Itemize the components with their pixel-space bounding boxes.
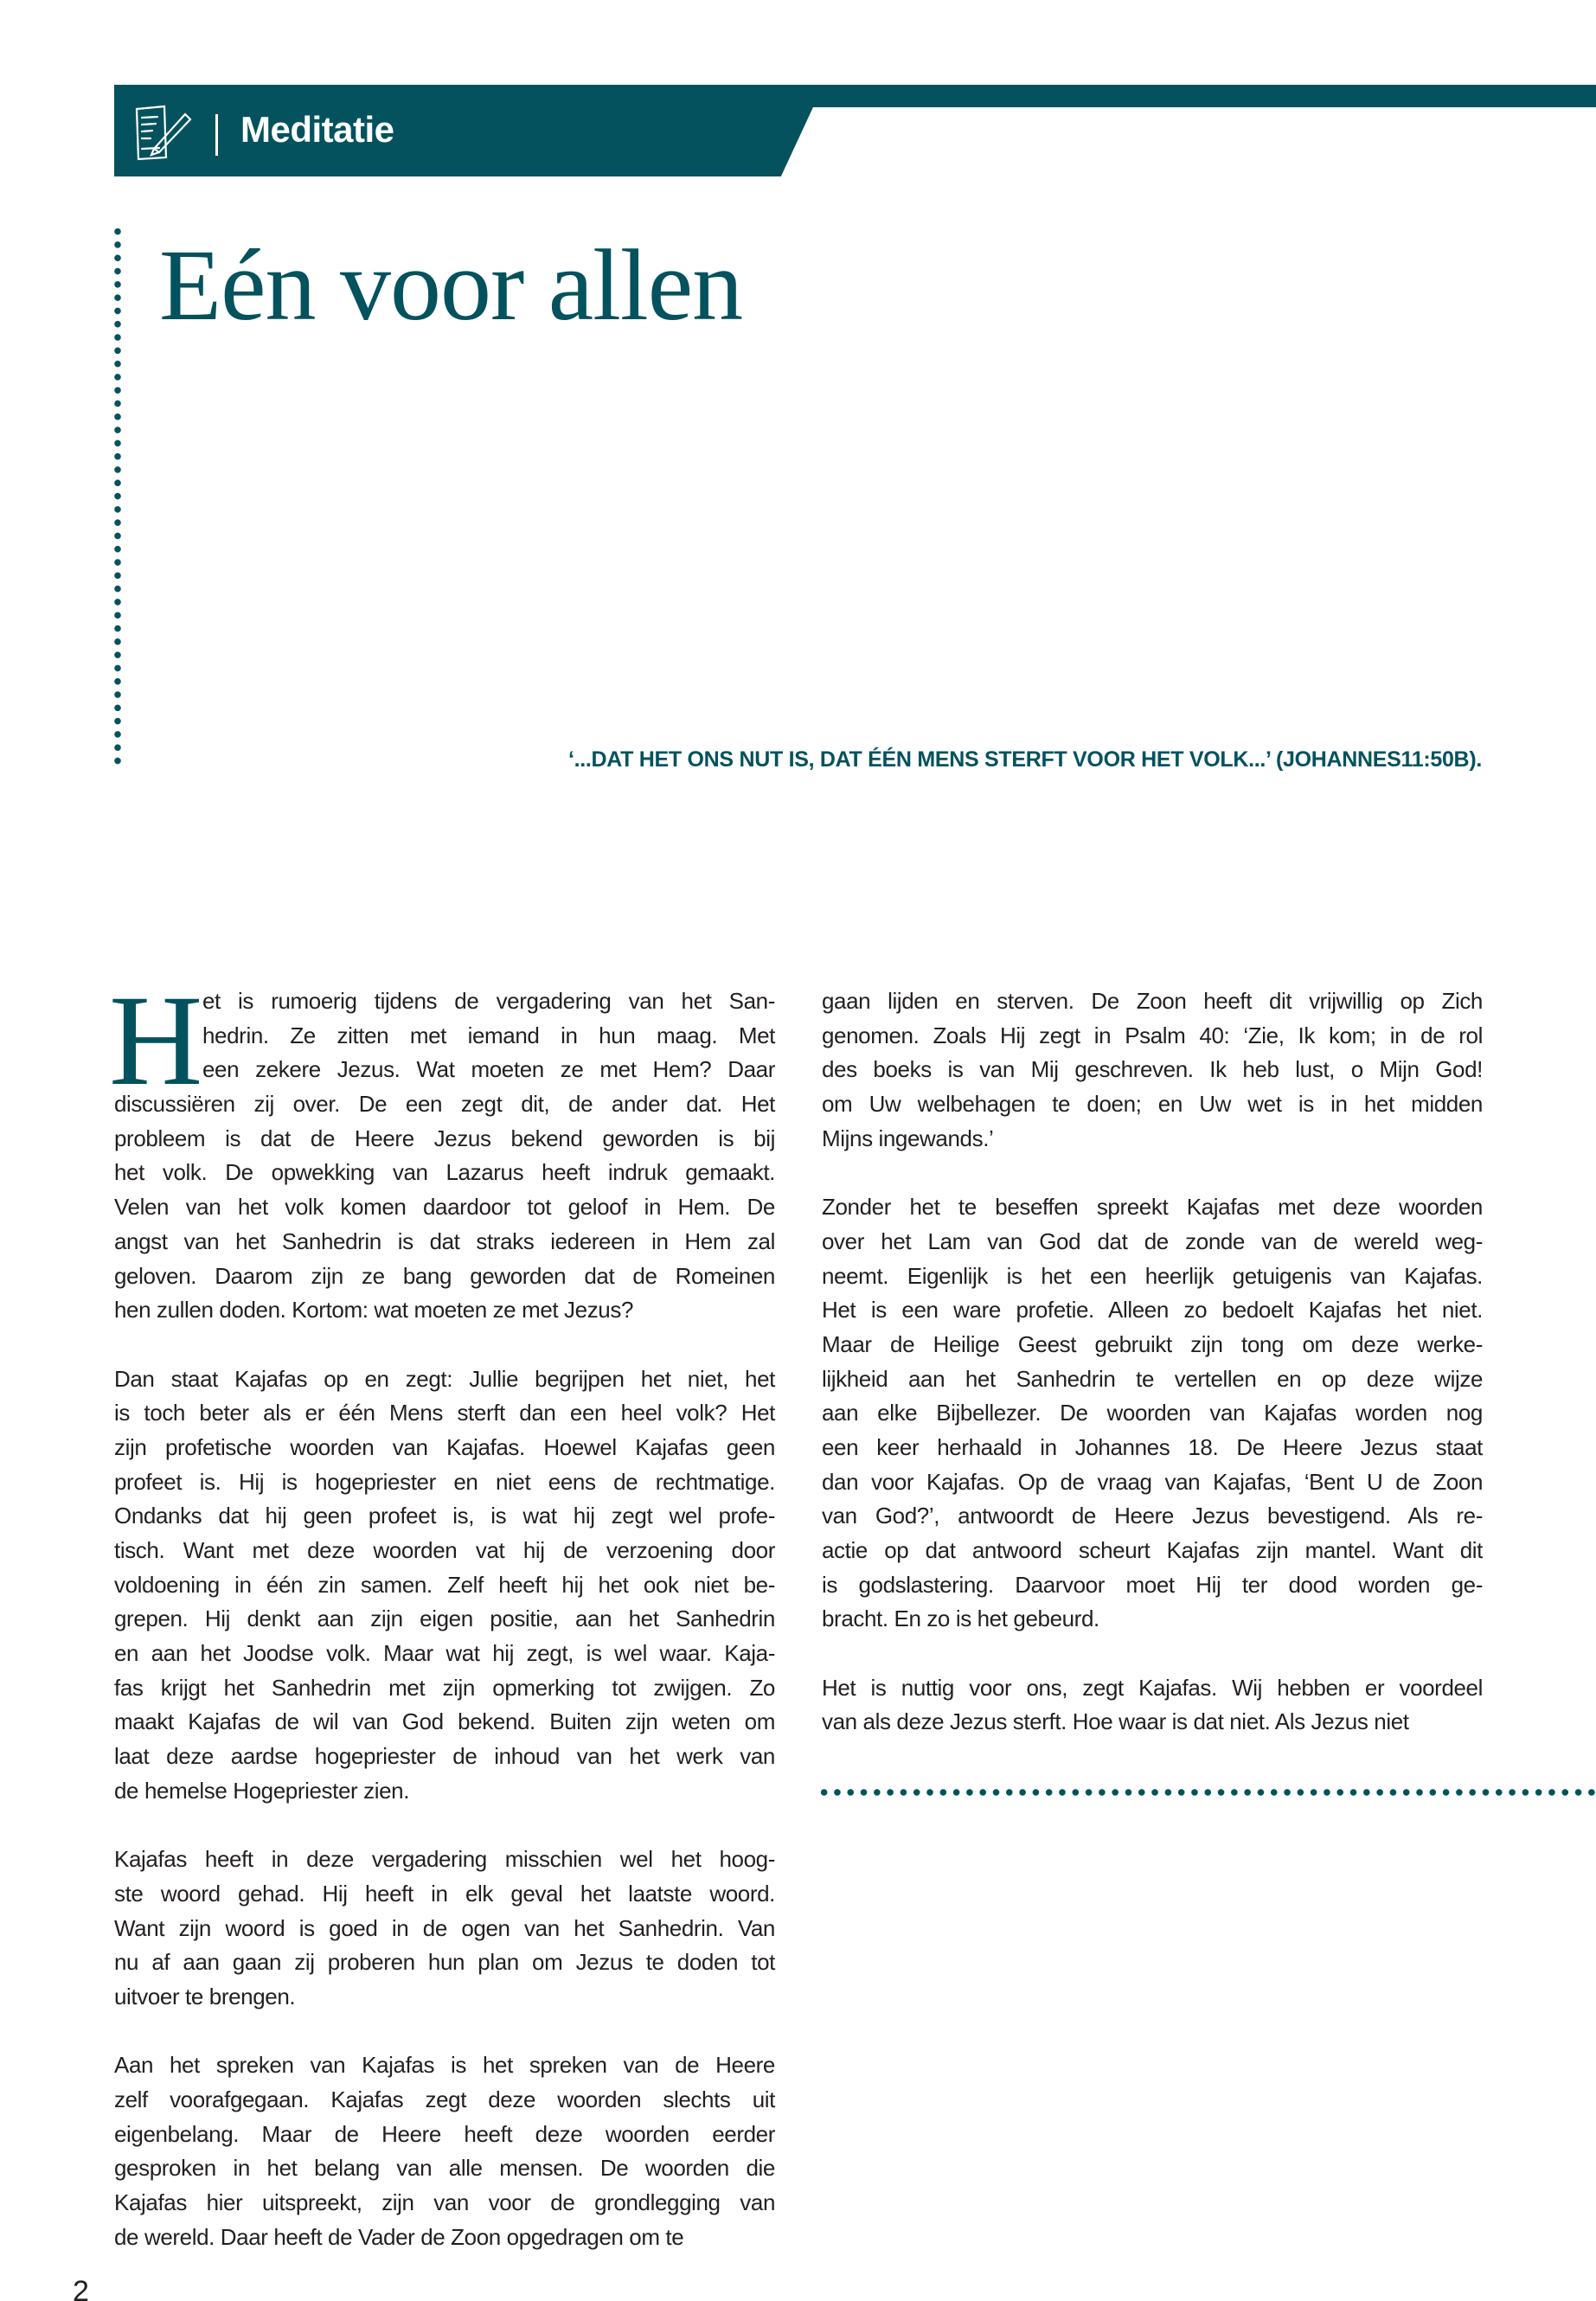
text-line: de hemelse Hogepriester zien. (114, 1777, 410, 1804)
text-line: grepen. Hij denkt aan zijn eigen positie, aan het Sanhedrin (114, 1606, 775, 1632)
text-line: Kajafas hier uitspreekt, zijn van voor de grondlegging van (114, 2189, 775, 2216)
text-line: zijn profetische woorden van Kajafas. Hoewel Kajafas geen (114, 1433, 775, 1460)
text-line: ste woord gehad. Hij heeft in elk geval het laatste woord. (114, 1880, 775, 1907)
paragraph-gap (114, 2015, 775, 2049)
text-line: fas krijgt het Sanhedrin met zijn opmerking tot zwijgen. Zo (114, 1674, 775, 1701)
text-line: voldoening in één zin samen. Zelf heeft hij het ook niet be- (114, 1571, 775, 1598)
text-line: Het is nuttig voor ons, zegt Kajafas. Wij hebben er voordeel (822, 1674, 1483, 1701)
text-line: een zekere Jezus. Wat moeten ze met Hem? Daar (202, 1056, 775, 1083)
text-line: des boeks is van Mij geschreven. Ik heb lust, o Mijn God! (822, 1056, 1483, 1083)
text-line: Kajafas heeft in deze vergadering misschien wel het hoog- (114, 1846, 775, 1873)
text-line: is toch beter als er één Mens sterft dan een heel volk? Het (114, 1400, 775, 1426)
article-title: Eén voor allen (159, 228, 743, 342)
text-line: geloven. Daarom zijn ze bang geworden dat de Romeinen (114, 1262, 775, 1289)
text-line: laat deze aardse hogepriester de inhoud van het werk van (114, 1743, 775, 1770)
text-line: over het Lam van God dat de zonde van de wereld weg- (822, 1227, 1483, 1254)
paragraph-gap (114, 1328, 775, 1362)
text-line: probleem is dat de Heere Jezus bekend geworden is bij (114, 1125, 775, 1151)
paragraph (114, 2048, 775, 2254)
text-line: nu af aan gaan zij proberen hun plan om Jezus te doden tot (114, 1949, 775, 1976)
text-line: de wereld. Daar heeft de Vader de Zoon opgedragen om te (114, 2223, 684, 2250)
text-line: zelf voorafgegaan. Kajafas zegt deze woorden slechts uit (114, 2086, 775, 2112)
text-line: Velen van het volk komen daardoor tot geloof in Hem. De (114, 1194, 775, 1221)
paragraph-gap (822, 1637, 1483, 1671)
text-line: tisch. Want met deze woorden vat hij de verzoening door (114, 1537, 775, 1563)
text-line: is godslastering. Daarvoor moet Hij ter dood worden ge- (822, 1571, 1483, 1598)
text-line: et is rumoerig tijdens de vergadering van het San- (202, 988, 775, 1014)
paragraph (822, 1190, 1483, 1637)
text-line: gesproken in het belang van alle mensen. De woorden die (114, 2155, 775, 2182)
dotted-horizontal-rule (817, 1787, 1596, 1798)
paragraph (114, 1362, 775, 1809)
paragraph (114, 1843, 775, 2014)
paragraph-gap (114, 1809, 775, 1843)
dotted-vertical-rule (113, 225, 122, 768)
body-column-1 (114, 984, 775, 2254)
text-line: om Uw welbehagen te doen; en Uw wet is in het midden (822, 1091, 1483, 1118)
text-line: aan elke Bijbellezer. De woorden van Kajafas worden nog (822, 1400, 1483, 1426)
body-column-2 (822, 984, 1483, 1740)
text-line: neemt. Eigenlijk is het een heerlijk getuigenis van Kajafas. (822, 1262, 1483, 1289)
text-line: het volk. De opwekking van Lazarus heeft indruk gemaakt. (114, 1159, 775, 1186)
drop-cap: H (109, 969, 203, 1112)
text-line: Dan staat Kajafas op en zegt: Jullie begrijpen het niet, het (114, 1365, 775, 1392)
text-line: uitvoer te brengen. (114, 1983, 296, 2009)
text-line: Ondanks dat hij geen profeet is, is wat hij zegt wel profe- (114, 1503, 775, 1529)
text-line: Want zijn woord is goed in de ogen van het Sanhedrin. Van (114, 1914, 775, 1941)
paragraph (822, 1671, 1483, 1740)
text-line: discussiëren zij over. De een zegt dit, de ander dat. Het (114, 1091, 775, 1118)
paragraph-gap (822, 1156, 1483, 1190)
page-number: 2 (73, 2275, 89, 2301)
text-line: actie op dat antwoord scheurt Kajafas zijn mantel. Want dit (822, 1537, 1483, 1563)
section-header-band (114, 85, 824, 176)
text-line: een keer herhaald in Johannes 18. De Heere Jezus staat (822, 1433, 1483, 1460)
text-line: angst van het Sanhedrin is dat straks iedereen in Hem zal (114, 1227, 775, 1254)
text-line: hedrin. Ze zitten met iemand in hun maag. Met (202, 1022, 775, 1048)
paragraph (822, 984, 1483, 1156)
paragraph (114, 984, 775, 1328)
text-line: gaan lijden en sterven. De Zoon heeft dit vrijwillig op Zich (822, 988, 1483, 1014)
notepad-pen-icon (130, 102, 195, 164)
text-line: Zonder het te beseffen spreekt Kajafas met deze woorden (822, 1194, 1483, 1221)
text-line: profeet is. Hij is hogepriester en niet eens de rechtmatige. (114, 1468, 775, 1495)
bible-quote: ‘...DAT HET ONS NUT IS, DAT ÉÉN MENS STERFT VOOR HET VOLK...’ (JOHANNES11:50B). (567, 747, 1482, 772)
text-line: dan voor Kajafas. Op de vraag van Kajafas, ‘Bent U de Zoon (822, 1468, 1483, 1495)
text-line: Mijns ingewands.’ (822, 1125, 994, 1151)
text-line: Het is een ware profetie. Alleen zo bedoelt Kajafas het niet. (822, 1297, 1483, 1324)
text-line: van als deze Jezus sterft. Hoe waar is dat niet. Als Jezus niet (822, 1708, 1409, 1735)
text-line: lijkheid aan het Sanhedrin te vertellen en op deze wijze (822, 1365, 1483, 1392)
text-line: van God?’, antwoordt de Heere Jezus bevestigend. Als re- (822, 1503, 1483, 1529)
section-label: Meditatie (240, 109, 394, 150)
header-separator (215, 114, 218, 156)
text-line: en aan het Joodse volk. Maar wat hij zegt, is wel waar. Kaja- (114, 1640, 775, 1667)
text-line: Maar de Heilige Geest gebruikt zijn tong om deze werke- (822, 1330, 1483, 1357)
text-line: maakt Kajafas de wil van God bekend. Buiten zijn weten om (114, 1708, 775, 1735)
text-line: eigenbelang. Maar de Heere heeft deze woorden eerder (114, 2120, 775, 2147)
text-line: bracht. En zo is het gebeurd. (822, 1606, 1099, 1632)
text-line: Aan het spreken van Kajafas is het spreken van de Heere (114, 2052, 775, 2079)
text-line: genomen. Zoals Hij zegt in Psalm 40: ‘Zie, Ik kom; in de rol (822, 1022, 1483, 1048)
text-line: hen zullen doden. Kortom: wat moeten ze met Jezus? (114, 1297, 634, 1324)
